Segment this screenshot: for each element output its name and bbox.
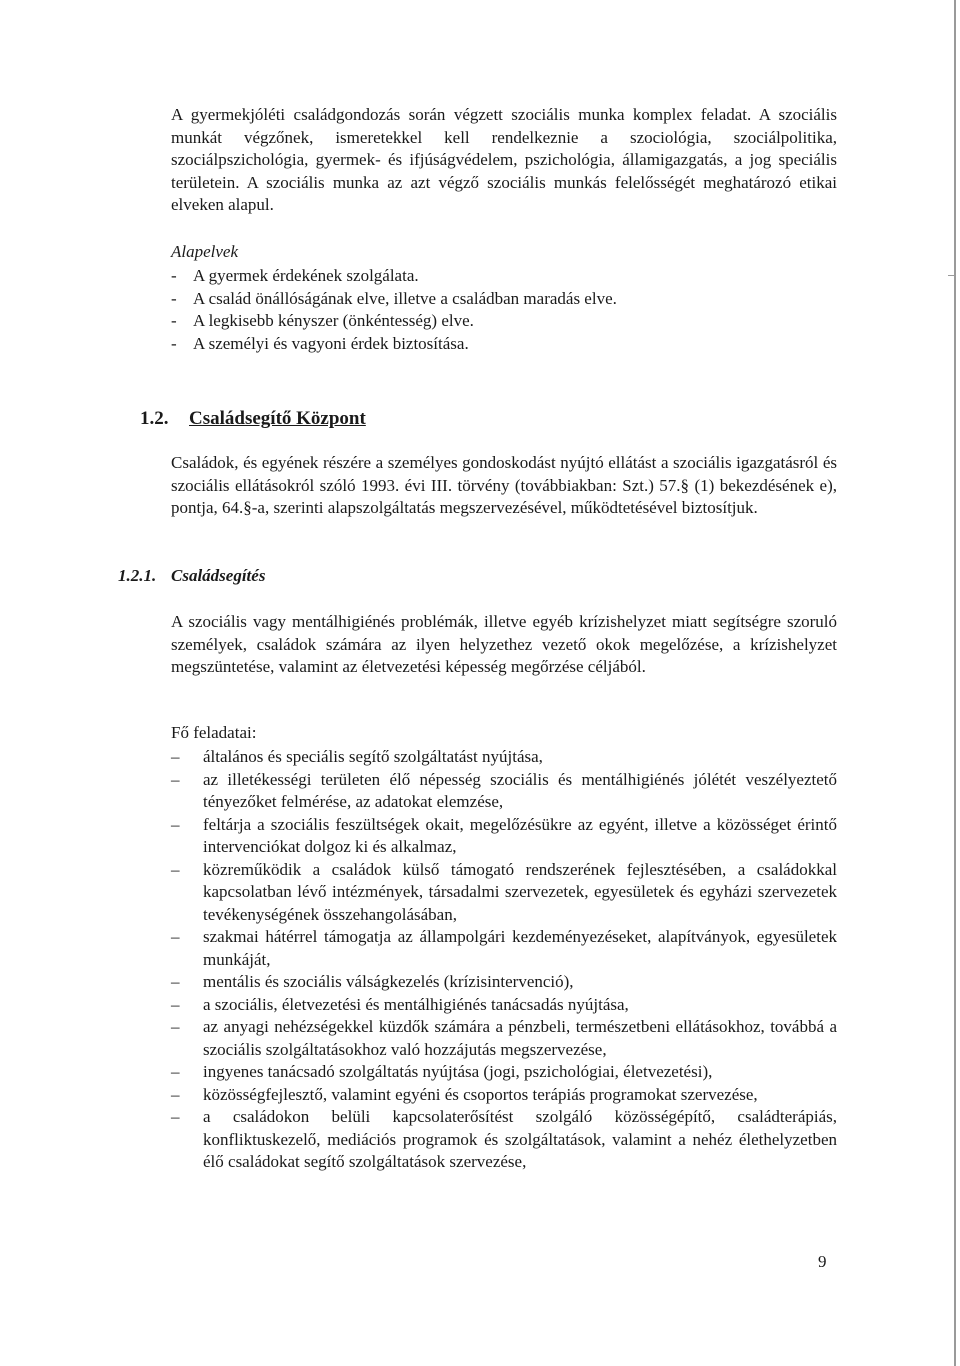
list-item: – közösségfejlesztő, valamint egyéni és csoportos terápiás programokat szervezése,: [171, 1084, 758, 1104]
section-title: Családsegítő Központ: [189, 408, 366, 429]
list-item: – a szociális, életvezetési és mentálhigiénés tanácsadás nyújtása,: [171, 994, 629, 1014]
list-item: - A legkisebb kényszer (önkéntesség) elve.: [171, 311, 474, 330]
section-number: 1.2.: [140, 408, 169, 429]
alapelvek-heading: Alapelvek: [171, 242, 239, 261]
scan-edge-line: [954, 0, 956, 1366]
tasks-list: [171, 746, 837, 1174]
subsection-paragraph: A szociális vagy mentálhigiénés problémák, illetve egyéb krízishelyzet miatt segítségre szoruló személyek, családok számára az ilyen helyzethez vezető okok megelőzése, a krízishelyzet megszüntetése, valamint az életvezetési képesség megőrzése céljából.: [171, 612, 837, 676]
list-item: – közreműködik a családok külső támogató rendszerének fejlesztésében, a családokkal kapcsolatban lévő intézmények, társadalmi szervezetek, egyesületek és egyházi szervezetek tevékenységének összehangolásában,: [171, 859, 837, 924]
list-item: - A család önállóságának elve, illetve a családban maradás elve.: [171, 288, 617, 308]
tasks-heading: Fő feladatai:: [171, 723, 257, 742]
alapelvek-list: [171, 265, 617, 355]
list-item: – feltárja a szociális feszültségek okait, megelőzésükre az egyént, illetve a közösséget érintő intervenciókat dolgoz ki és alkalmaz,: [171, 814, 837, 856]
list-item: – ingyenes tanácsadó szolgáltatás nyújtása (jogi, pszichológiai, életvezetési),: [171, 1062, 713, 1081]
intro-paragraph: A gyermekjóléti családgondozás során végzett szociális munka komplex feladat. A szociális munkát végzőnek, ismeretekkel kell rendelkeznie a szociológia, szociálpolitika, szociálpszichológia, gyermek- és ifjúságvédelem, pszichológia, államigazgatás, a jog speciális területein. A szociális munka az azt végző szociális munkás felelősségét meghatározó etikai elveken alapul.: [171, 105, 837, 214]
list-item: - A gyermek érdekének szolgálata.: [171, 266, 419, 285]
subsection-number: 1.2.1.: [118, 566, 157, 585]
list-item: – szakmai hátérrel támogatja az állampolgári kezdeményezéseket, alapítványok, egyesületek munkáját,: [171, 927, 837, 969]
subsection-title: Családsegítés: [171, 566, 266, 585]
list-item: – általános és speciális segítő szolgáltatást nyújtása,: [171, 747, 543, 766]
page-number: 9: [818, 1252, 827, 1271]
list-item: – a családokon belüli kapcsolaterősítést szolgáló közösségépítő, családterápiás, konfliktuskezelő, mediációs programok és szolgáltatások, valamint a nehéz élethelyzetben élő családokat segítő szolgáltatások szervezése,: [171, 1107, 837, 1171]
list-item: – az illetékességi területen élő népesség szociális és mentálhigiénés jólétét veszélyeztető tényezőket felmérése, az adatokat elemzése,: [171, 769, 837, 811]
list-item: – mentális és szociális válságkezelés (krízisintervenció),: [171, 972, 574, 991]
list-item: - A személyi és vagyoni érdek biztosítása.: [171, 333, 469, 353]
section-paragraph: Családok, és egyének részére a személyes gondoskodást nyújtó ellátást a szociális igazgatásról és szociális ellátásokról szóló 1993. évi III. törvény (továbbiakban: Szt.) 57.§ (1) bekezdésének e), pontja, 64.§-a, szerinti alapszolgáltatás megszervezésével, működtetésével biztosítjuk.: [171, 453, 837, 517]
scan-edge-tick: [948, 275, 954, 276]
list-item: – az anyagi nehézségekkel küzdők számára a pénzbeli, természetbeni ellátásokhoz, továbbá a szociális szolgáltatásokhoz való hozzájutás megszervezése,: [171, 1017, 837, 1059]
